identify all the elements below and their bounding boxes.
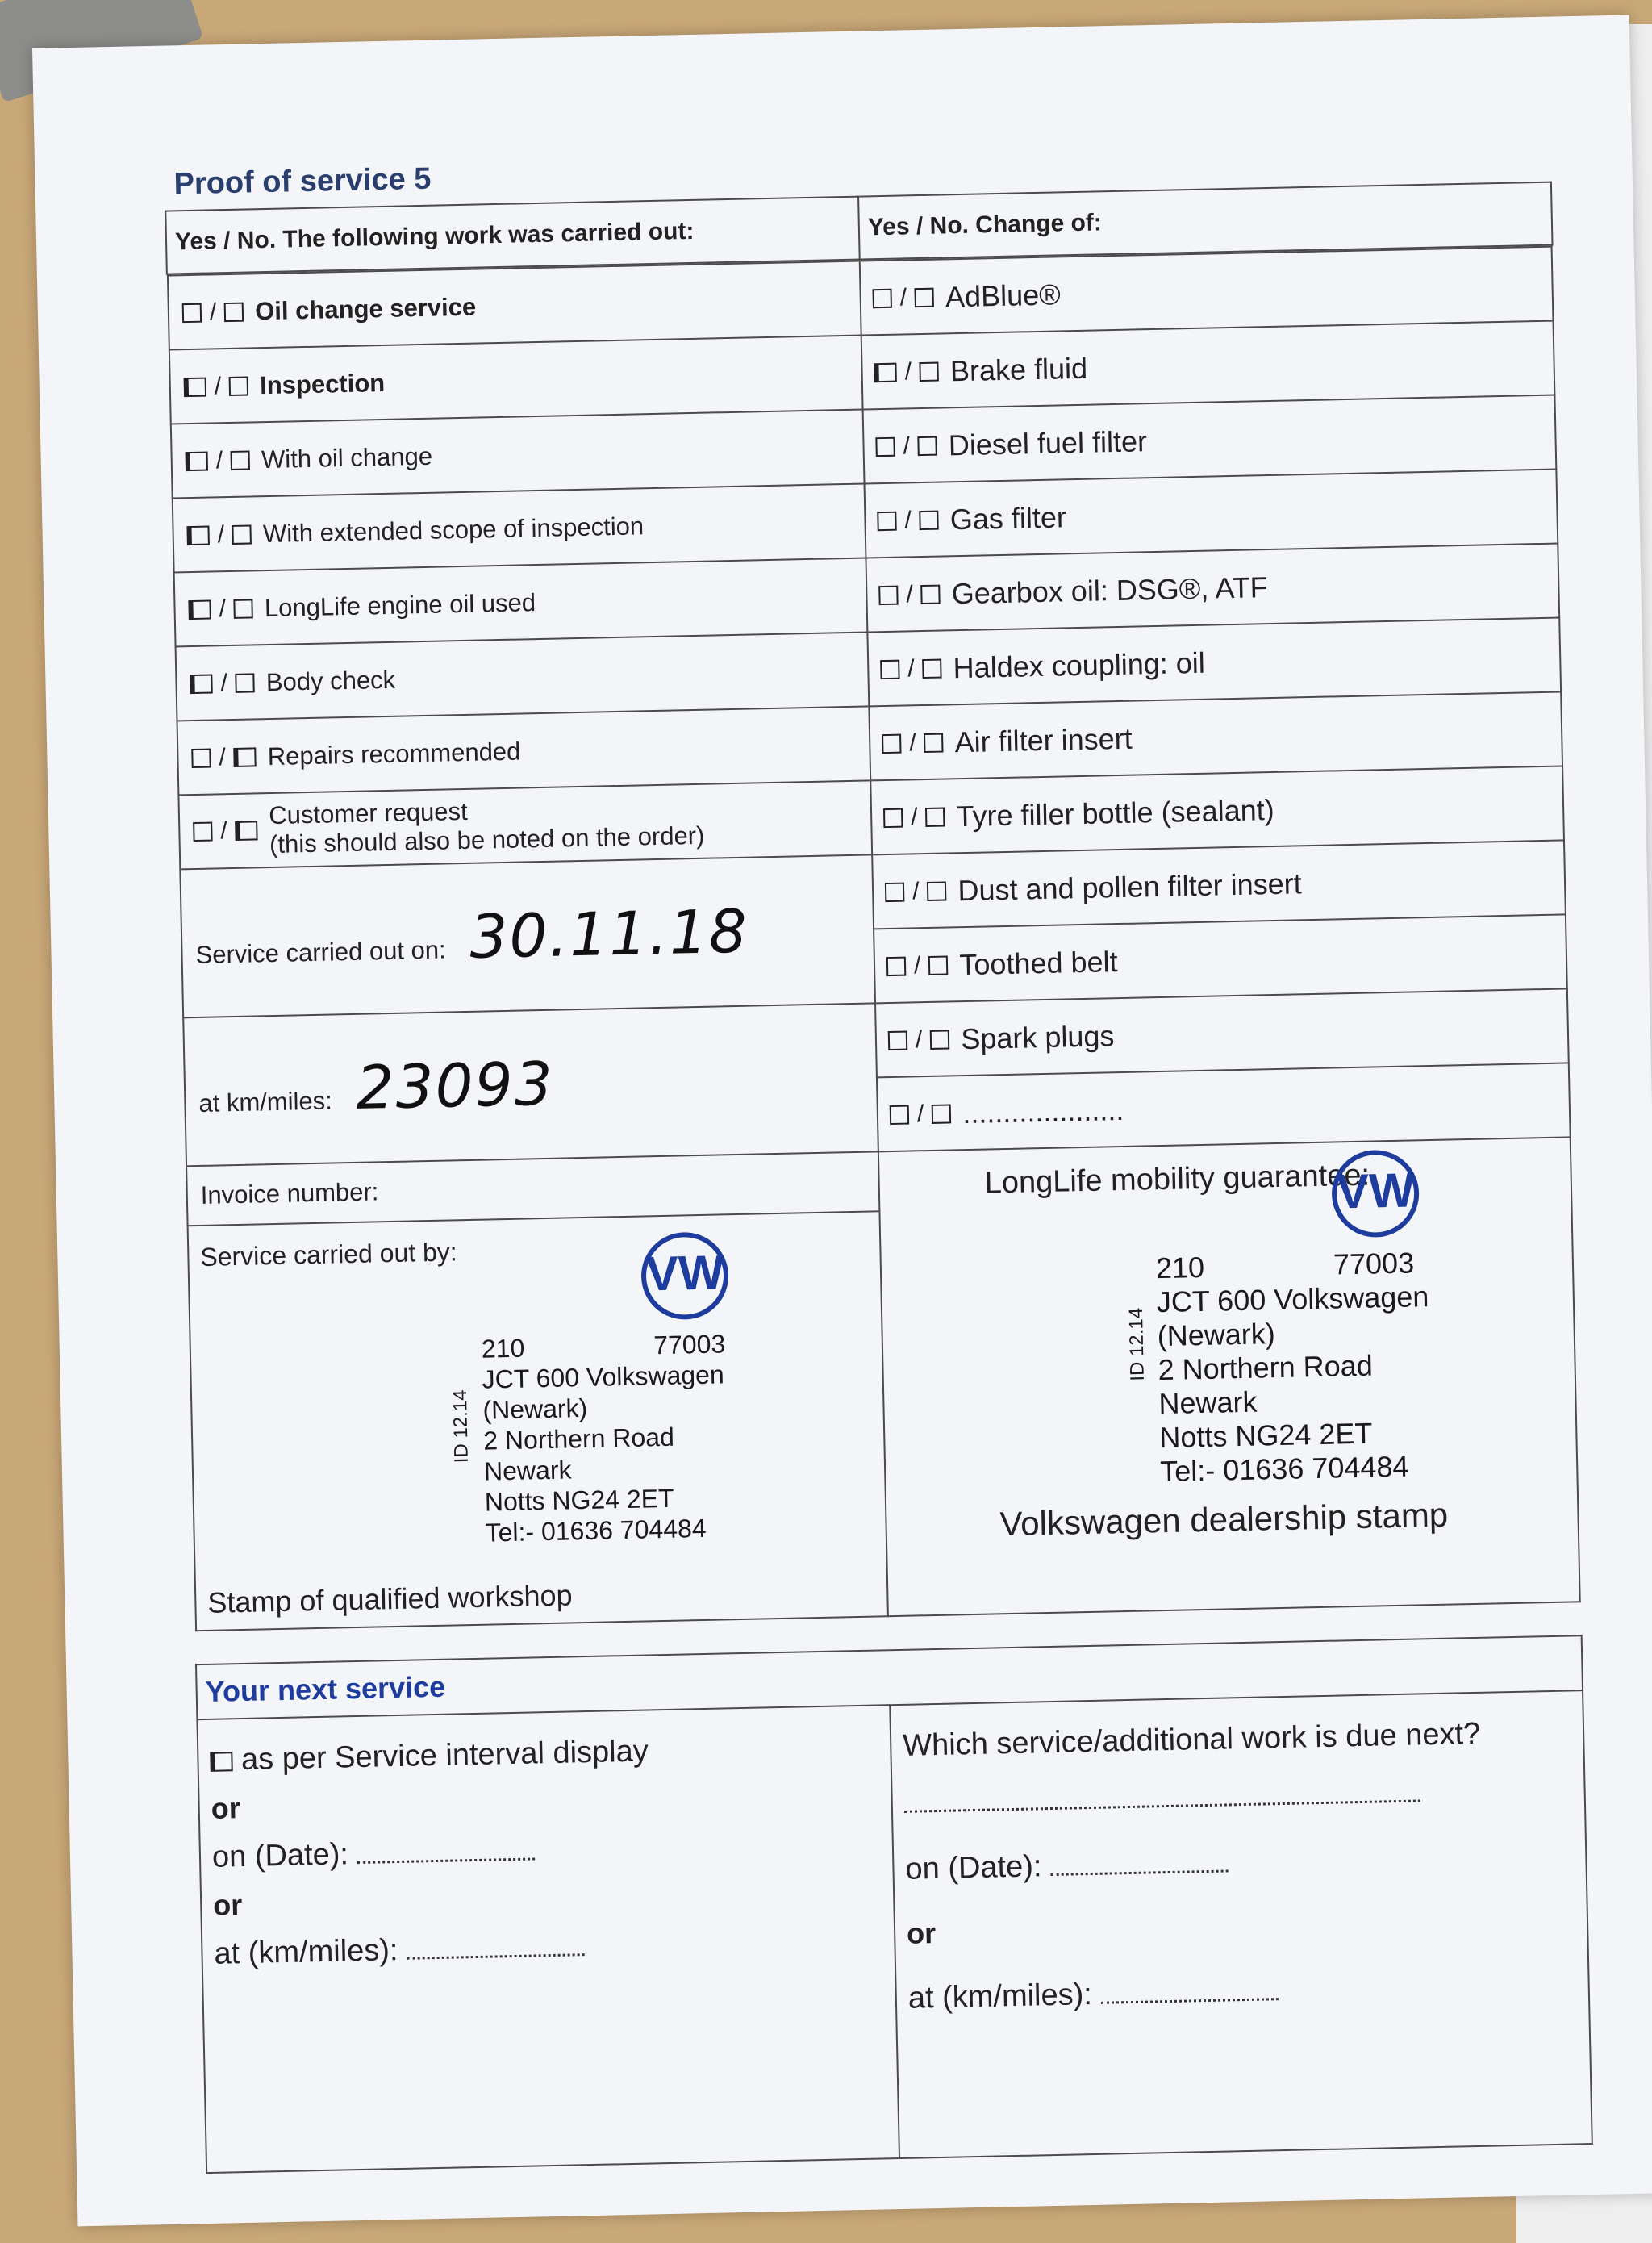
checkbox-no-marked[interactable] xyxy=(235,821,257,841)
next-date-field-right[interactable] xyxy=(905,1831,1575,1893)
invoice-label: Invoice number: xyxy=(200,1177,379,1209)
checkbox-yes[interactable] xyxy=(878,586,898,605)
checkbox-yes-marked[interactable] xyxy=(186,525,209,545)
right-item-label: Diesel fuel filter xyxy=(948,424,1148,462)
next-date-label-right: on (Date): xyxy=(905,1849,1042,1886)
mileage-handwritten: 23093 xyxy=(355,1049,555,1123)
checkbox-yes[interactable] xyxy=(886,957,906,976)
service-by-label: Service carried out by: xyxy=(200,1237,458,1272)
right-item[interactable]: / Spark plugs xyxy=(875,988,1569,1077)
right-item[interactable]: / Brake fluid xyxy=(861,321,1555,410)
right-item[interactable]: / Tyre filler bottle (sealant) xyxy=(870,766,1564,854)
stamp-line: 2 Northern Road xyxy=(1158,1348,1374,1387)
right-item[interactable]: / Toothed belt xyxy=(874,914,1567,1003)
left-item-label: With oil change xyxy=(261,441,433,474)
checkbox-no[interactable] xyxy=(236,673,255,692)
next-work-question: Which service/additional work is due next? xyxy=(902,1716,1481,1763)
vw-logo-stamp: VW xyxy=(640,1231,729,1320)
left-item-label: Repairs recommended xyxy=(267,737,521,771)
stamp-number-1: 210 xyxy=(1155,1250,1205,1285)
stamp-line: (Newark) xyxy=(482,1393,588,1425)
service-date-handwritten: 30.11.18 xyxy=(469,896,749,972)
checkbox-no[interactable] xyxy=(231,450,250,470)
left-item[interactable]: /Customer request (this should also be noted on the order) xyxy=(178,780,872,869)
checkbox-no[interactable] xyxy=(921,585,941,604)
stamp-vertical-id: ID 12.14 xyxy=(1124,1307,1149,1381)
stamp-line: Newark xyxy=(1158,1385,1258,1421)
checkbox-no-marked[interactable] xyxy=(234,747,257,767)
next-date-label: on (Date): xyxy=(211,1837,349,1874)
right-item[interactable]: / .................... xyxy=(877,1063,1571,1151)
stamp-number-2: 77003 xyxy=(1333,1246,1415,1281)
stamp-line: Newark xyxy=(483,1455,572,1486)
checkbox-yes-marked[interactable] xyxy=(186,451,208,471)
checkbox-yes[interactable] xyxy=(883,808,903,828)
left-item-note: (this should also be noted on the order) xyxy=(269,821,705,859)
right-item-label: Toothed belt xyxy=(958,945,1118,982)
checkbox-no[interactable] xyxy=(920,511,939,530)
checkbox-yes[interactable] xyxy=(193,822,212,842)
right-item-label: Air filter insert xyxy=(954,721,1133,759)
left-item-label: With extended scope of inspection xyxy=(262,512,645,549)
next-service-table xyxy=(195,1635,1593,2174)
checkbox-no[interactable] xyxy=(224,302,244,321)
checkbox-no[interactable] xyxy=(918,436,937,456)
mileage-field[interactable] xyxy=(183,1003,878,1166)
form-title: Proof of service 5 xyxy=(173,161,432,202)
left-item[interactable]: / With extended scope of inspection xyxy=(173,484,866,573)
left-item[interactable]: / With oil change xyxy=(171,410,865,499)
left-header: Yes / No. The following work was carried out: xyxy=(165,197,859,274)
checkbox-no[interactable] xyxy=(229,376,248,395)
workshop-stamp-label: Stamp of qualified workshop xyxy=(206,1578,573,1619)
next-service-right xyxy=(890,1690,1592,2158)
checkbox-interval-display[interactable] xyxy=(210,1752,232,1772)
right-item[interactable]: / Dust and pollen filter insert xyxy=(872,840,1566,929)
checkbox-no[interactable] xyxy=(920,362,939,382)
date-dotted-line xyxy=(1050,1845,1229,1876)
checkbox-no[interactable] xyxy=(930,1030,949,1050)
checkbox-no[interactable] xyxy=(232,524,252,544)
right-header: Yes / No. Change of: xyxy=(858,182,1552,260)
workshop-address-stamp xyxy=(448,1328,729,1548)
longlife-label: LongLife mobility guarantee: xyxy=(984,1158,1370,1201)
right-item-label: Dust and pollen filter insert xyxy=(957,867,1303,908)
mileage-label: at km/miles: xyxy=(198,1086,333,1117)
next-km-label-right: at (km/miles): xyxy=(907,1978,1093,2015)
checkbox-yes[interactable] xyxy=(882,734,901,754)
checkbox-yes-marked[interactable] xyxy=(188,599,211,620)
checkbox-no[interactable] xyxy=(915,288,934,307)
checkbox-no[interactable] xyxy=(234,599,253,618)
right-item-label: AdBlue® xyxy=(945,278,1062,314)
stamp-line: Notts NG24 2ET xyxy=(484,1483,674,1517)
service-date-field[interactable] xyxy=(180,854,875,1017)
left-stamp-area xyxy=(188,1211,888,1631)
left-item-label: LongLife engine oil used xyxy=(264,587,536,623)
or-label: or xyxy=(212,1888,243,1922)
checkbox-yes[interactable] xyxy=(877,512,896,531)
checkbox-yes-marked[interactable] xyxy=(184,377,206,397)
right-item-label: .................... xyxy=(962,1093,1124,1130)
checkbox-no[interactable] xyxy=(928,956,948,975)
date-dotted-line xyxy=(357,1833,535,1864)
checkbox-no[interactable] xyxy=(924,733,943,753)
checkbox-yes[interactable] xyxy=(872,289,891,308)
left-item[interactable]: / Inspection xyxy=(169,336,863,424)
checkbox-no[interactable] xyxy=(925,808,945,827)
checkbox-yes[interactable] xyxy=(182,303,202,323)
checkbox-yes-marked[interactable] xyxy=(874,363,896,383)
checkbox-yes[interactable] xyxy=(890,1105,909,1125)
service-date-label: Service carried out on: xyxy=(195,935,447,970)
right-item[interactable]: / AdBlue® xyxy=(860,247,1554,336)
right-item-label: Tyre filler bottle (sealant) xyxy=(956,793,1275,833)
next-service-title: Your next service xyxy=(196,1635,1583,1719)
right-item-label: Brake fluid xyxy=(949,351,1088,388)
items-grid xyxy=(167,246,1581,1632)
left-item[interactable]: / LongLife engine oil used xyxy=(174,558,868,646)
right-item-label: Spark plugs xyxy=(960,1019,1115,1056)
right-item-label: Haldex coupling: oil xyxy=(953,645,1206,685)
left-item-label: Oil change service xyxy=(254,292,477,326)
km-dotted-line xyxy=(1100,1974,1279,2004)
proof-of-service-form xyxy=(164,130,1593,2174)
vw-logo-stamp: VW xyxy=(1331,1149,1420,1238)
stamp-vertical-id: ID 12.14 xyxy=(448,1389,473,1464)
stamp-number-1: 210 xyxy=(481,1333,525,1364)
left-item-label: Inspection xyxy=(259,368,386,400)
left-item[interactable]: / Repairs recommended xyxy=(177,706,870,795)
stamp-line: Tel:- 01636 704484 xyxy=(1159,1449,1409,1489)
right-item[interactable]: / Gas filter xyxy=(865,470,1558,558)
interval-display-label: as per Service interval display xyxy=(240,1734,649,1777)
or-label: or xyxy=(211,1791,241,1825)
left-item[interactable]: / Body check xyxy=(176,632,870,721)
right-item-label: Gas filter xyxy=(949,500,1067,537)
or-label: or xyxy=(906,1916,937,1950)
next-service-left xyxy=(197,1705,899,2173)
stamp-line: JCT 600 Volkswagen xyxy=(482,1360,725,1394)
left-item-label: Body check xyxy=(265,665,396,697)
left-stamp-box xyxy=(189,1212,887,1630)
stamp-line: (Newark) xyxy=(1157,1317,1276,1353)
right-item[interactable]: / Haldex coupling: oil xyxy=(867,618,1561,707)
checkbox-no[interactable] xyxy=(922,659,941,679)
next-km-label: at (km/miles): xyxy=(214,1933,398,1971)
right-item[interactable]: / Gearbox oil: DSG®, ATF xyxy=(866,544,1559,633)
dealer-address-stamp xyxy=(1124,1246,1433,1489)
checkbox-yes[interactable] xyxy=(875,437,895,457)
right-item-label: Gearbox oil: DSG®, ATF xyxy=(951,570,1269,611)
checkbox-yes[interactable] xyxy=(885,883,904,902)
next-km-field-right[interactable] xyxy=(907,1960,1577,2022)
left-item-label: Customer request xyxy=(268,796,469,830)
checkbox-yes[interactable] xyxy=(880,660,899,679)
right-stamp-area xyxy=(878,1137,1580,1616)
checkbox-yes[interactable] xyxy=(191,748,211,767)
checkbox-no[interactable] xyxy=(932,1105,951,1124)
stamp-line: JCT 600 Volkswagen xyxy=(1156,1280,1429,1319)
checkbox-no[interactable] xyxy=(927,882,946,901)
stamp-line: 2 Northern Road xyxy=(482,1422,675,1456)
service-table xyxy=(165,182,1582,1632)
right-item[interactable]: / Diesel fuel filter xyxy=(863,395,1557,484)
left-item[interactable]: / Oil change service xyxy=(168,261,861,350)
stamp-number-2: 77003 xyxy=(653,1329,726,1360)
stamp-line: Notts NG24 2ET xyxy=(1158,1416,1373,1455)
checkbox-yes-marked[interactable] xyxy=(190,674,212,694)
service-booklet-page xyxy=(32,15,1652,2227)
dealership-stamp-label: Volkswagen dealership stamp xyxy=(999,1495,1449,1543)
km-dotted-line xyxy=(407,1929,585,1960)
stamp-line: Tel:- 01636 704484 xyxy=(485,1513,707,1548)
right-item[interactable]: / Air filter insert xyxy=(869,691,1562,780)
checkbox-yes[interactable] xyxy=(888,1031,907,1050)
right-stamp-box xyxy=(879,1138,1578,1556)
